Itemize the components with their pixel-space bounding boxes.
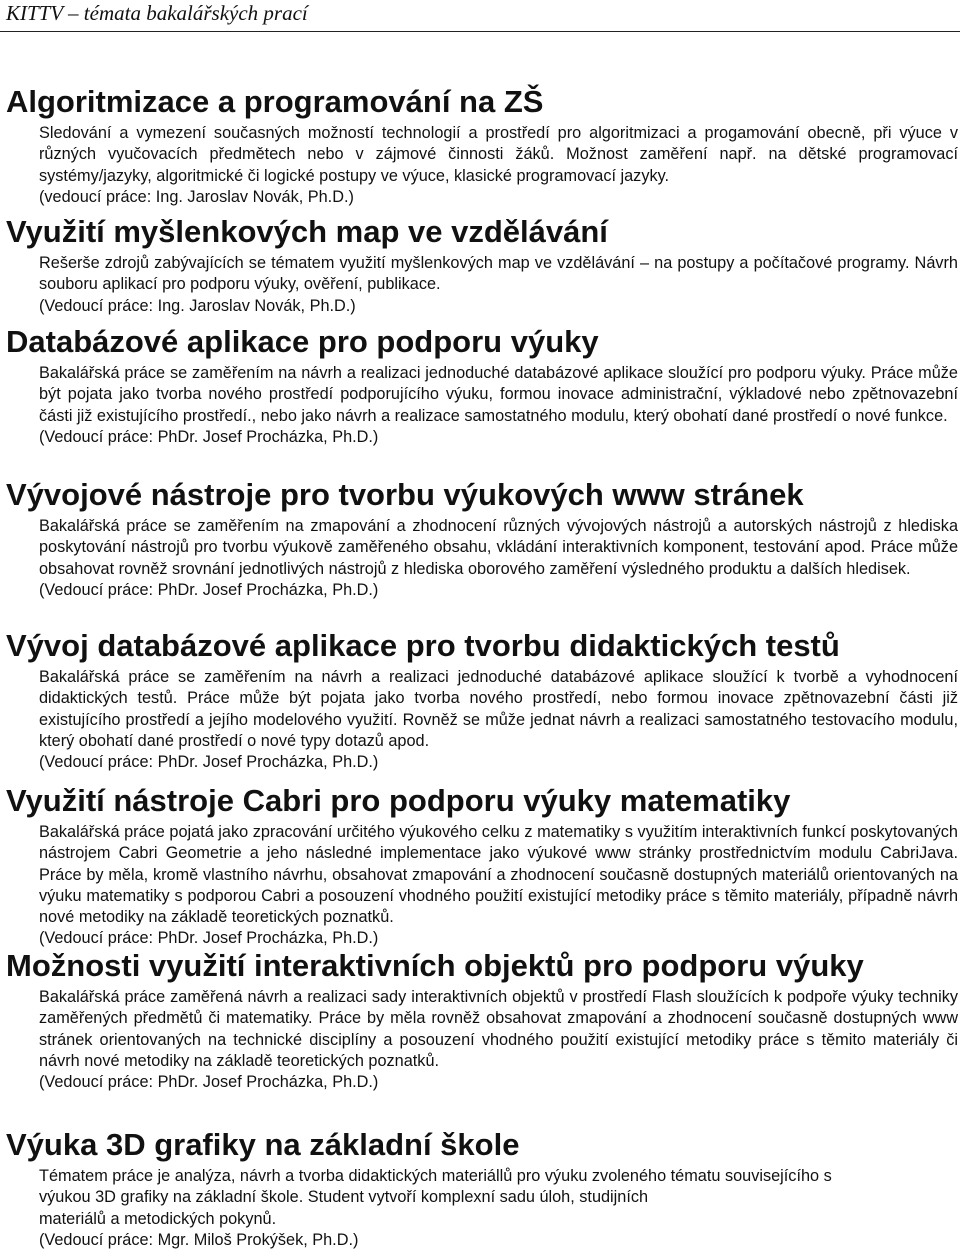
header-rule	[0, 31, 960, 32]
topic-supervisor: (Vedoucí práce: Mgr. Miloš Prokýšek, Ph.D.)	[39, 1230, 359, 1249]
topic-title: Vývojové nástroje pro tvorbu výukových www stránek	[6, 477, 804, 512]
topic-title: Výuka 3D grafiky na základní škole	[6, 1127, 520, 1162]
topic-description: Bakalářská práce pojatá jako zpracování určitého výukového celku z matematiky s využitím interaktivních funkcí poskytovaných nástrojem Cabri Geometrie a jeho následné implementace jako výukové www stránky prostřednictvím modulu CabriJava. Práce by měla, kromě vlastního návrhu, obsahovat zmapování a zhodnocení současně dostupných materiálů orientovaných na výuku matematiky s podporou Cabri a posouzení vhodného použití existující metodiky práce s těmito materiály, případně návrh nové metodiky na základě teoretických poznatků.	[39, 823, 958, 927]
topic-6	[0, 783, 960, 950]
topic-title: Možnosti využití interaktivních objektů pro podporu výuky	[6, 948, 864, 983]
topic-supervisor: (Vedoucí práce: PhDr. Josef Procházka, Ph.D.)	[39, 929, 379, 948]
topic-description: Sledování a vymezení současných možností technologií a prostředí pro algoritmizaci a progamování obecně, při výuce v různých vyučovacích předmětech nebo v zájmové činnosti žáků. Možnost zaměření např. na dětské programovací systémy/jazyky, algoritmické či logické postupy ve výuce, klasické programovací jazyky.	[39, 124, 958, 185]
topic-7	[0, 948, 960, 1093]
topic-title: Využití nástroje Cabri pro podporu výuky matematiky	[6, 783, 791, 818]
topic-supervisor: (Vedoucí práce: Ing. Jaroslav Novák, Ph.D.)	[39, 296, 356, 315]
topic-5	[0, 628, 960, 773]
topic-4	[0, 477, 960, 601]
topic-description: Rešerše zdrojů zabývajících se tématem využití myšlenkových map ve vzdělávání – na postupy a počítačové programy. Návrh souboru aplikací pro podporu výuky, ověření, publikace.	[39, 254, 958, 294]
topic-description-line: materiálů a metodických pokynů.	[39, 1209, 277, 1228]
topic-supervisor: (Vedoucí práce: PhDr. Josef Procházka, Ph.D.)	[39, 580, 379, 599]
topic-supervisor: (Vedoucí práce: PhDr. Josef Procházka, Ph.D.)	[39, 753, 379, 772]
topic-description: Bakalářská práce se zaměřením na zmapování a zhodnocení různých vývojových nástrojů a autorských nástrojů z hlediska poskytování nástrojů pro tvorbu výukově zaměřeného obsahu, vkládání interaktivních komponent, testování apod. Práce může obsahovat rovněž srovnání jednotlivých nástrojů z hlediska oborového zaměření výsledného produktu a dalších hledisek.	[39, 517, 958, 578]
topic-description-line: výukou 3D grafiky na základní škole. Student vytvoří komplexní sadu úloh, studijních	[39, 1188, 649, 1207]
topic-1	[0, 84, 960, 208]
topic-2	[0, 214, 960, 317]
topic-supervisor: (vedoucí práce: Ing. Jaroslav Novák, Ph.D.)	[39, 187, 354, 206]
topic-title: Algoritmizace a programování na ZŠ	[6, 84, 544, 119]
topic-title: Vývoj databázové aplikace pro tvorbu didaktických testů	[6, 628, 840, 663]
topic-description: Bakalářská práce zaměřená návrh a realizaci sady interaktivních objektů v prostředí Flash sloužících k podpoře výuky techniky zaměřených předmětů či matematiky. Práce by měla rovněž obsahovat zmapování a zhodnocení současně dostupných www stránek orientovaných na technické disciplíny a posouzení vhodného použití existující metodiky práce s těmito materiály či návrh nové metodiky na základě teoretických poznatků.	[39, 988, 958, 1070]
document-header: KITTV – témata bakalářských prací	[6, 1, 308, 25]
topic-3	[0, 324, 960, 448]
topic-supervisor: (Vedoucí práce: PhDr. Josef Procházka, Ph.D.)	[39, 1073, 379, 1092]
topic-supervisor: (Vedoucí práce: PhDr. Josef Procházka, Ph.D.)	[39, 427, 379, 446]
topic-title: Databázové aplikace pro podporu výuky	[6, 324, 599, 359]
topic-description: Bakalářská práce se zaměřením na návrh a realizaci jednoduché databázové aplikace sloužící pro podporu výuky. Práce může být pojata jako tvorba nového prostředí podporujícího výuku, formou inovace administrační, výkladové nebo zpětnovazební části již existujícího prostředí., nebo jako návrh a realizace samostatného modulu, který obohatí dané prostředí o nové funkce.	[39, 364, 958, 425]
topic-description-line: Tématem práce je analýza, návrh a tvorba didaktických materiállů pro výuku zvoleného tématu souvisejícího s	[39, 1167, 832, 1185]
topic-8	[0, 1127, 960, 1251]
topic-description	[39, 1166, 960, 1230]
topic-title: Využití myšlenkových map ve vzdělávání	[6, 214, 608, 249]
topic-description: Bakalářská práce se zaměřením na návrh a realizaci jednoduché databázové aplikace sloužící k tvorbě a vyhodnocení didaktických testů. Práce může být pojata jako tvorba nového prostředí, nebo formou inovace zpětnovazební části již existujícího prostředí a jejího modelového využití. Rovněž se může jednat návrh a realizaci samostatného testovacího modulu, který obohatí dané prostředí o nové typy dotazů apod.	[39, 668, 958, 750]
